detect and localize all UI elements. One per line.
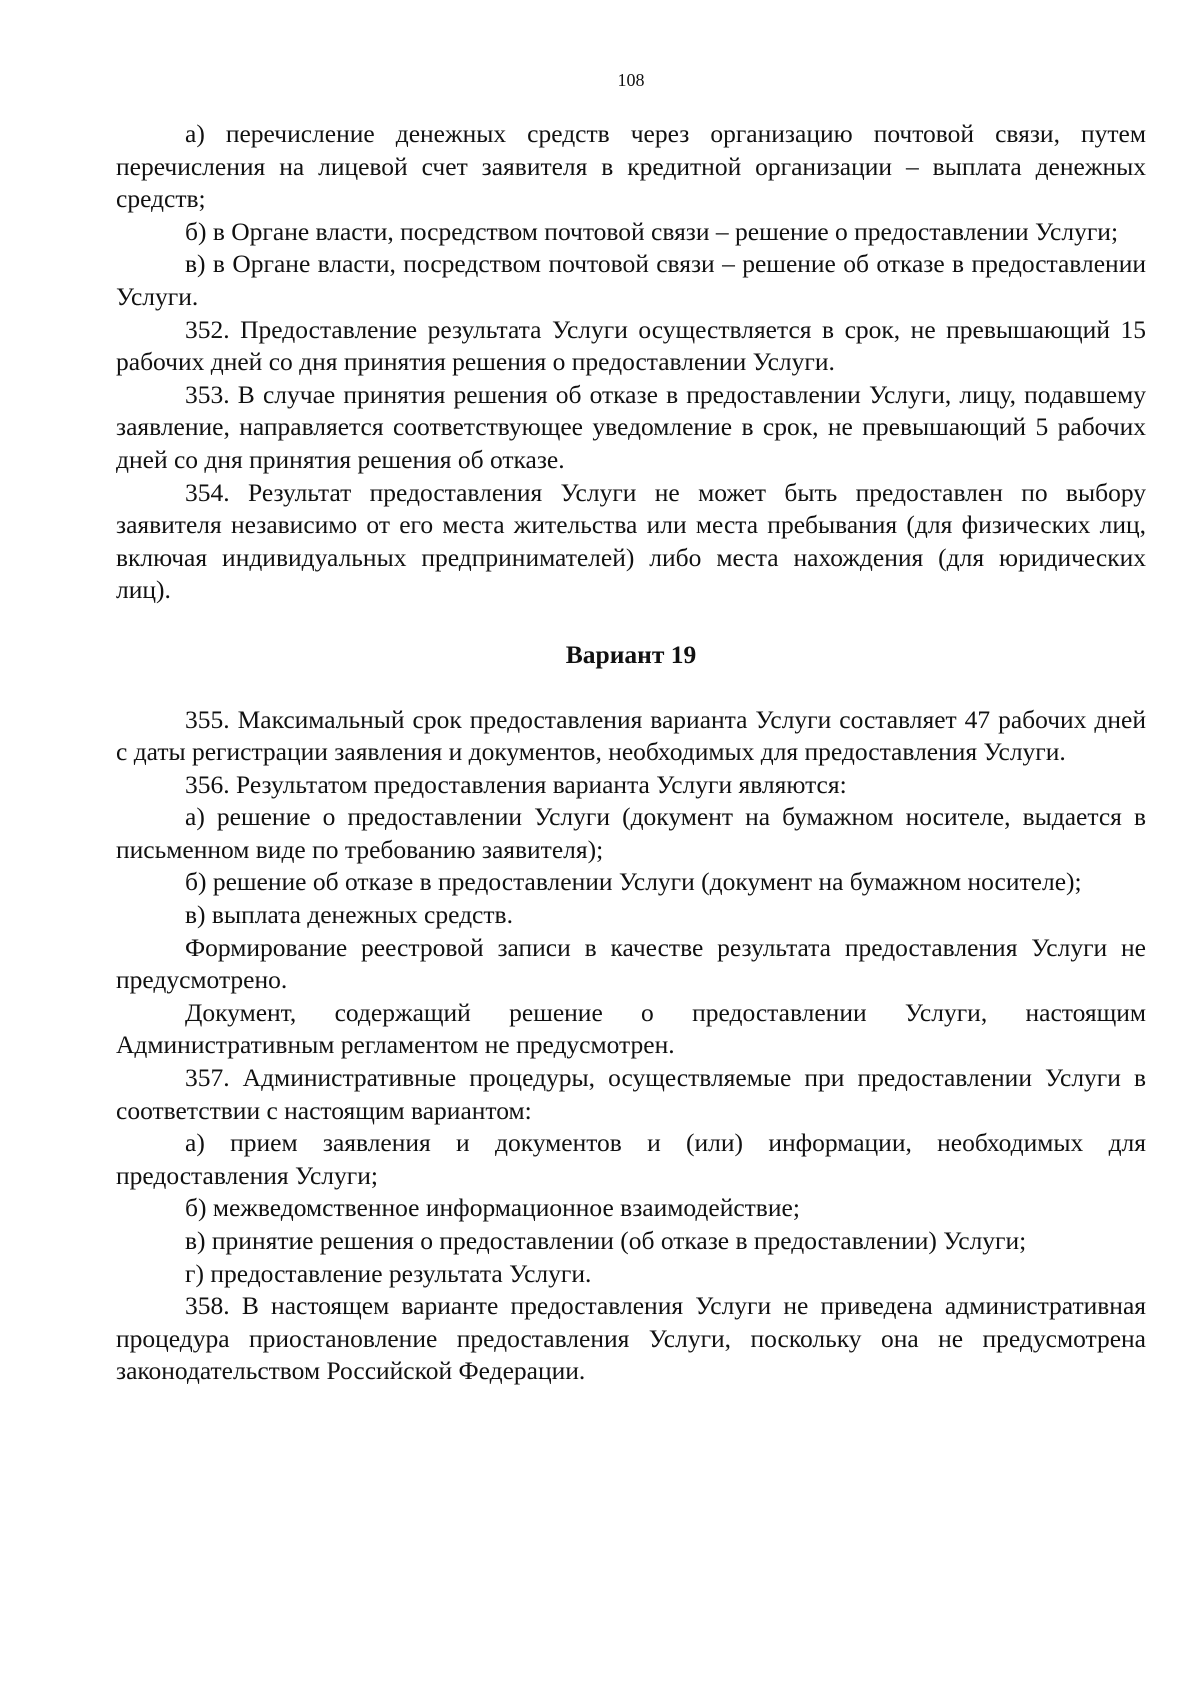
paragraph-357-item-c: в) принятие решения о предоставлении (об отказе в предоставлении) Услуги;: [185, 1226, 1027, 1255]
paragraph-356-item-c: в) выплата денежных средств.: [185, 900, 513, 930]
page-number: 108: [617, 70, 645, 90]
document-body: [116, 118, 1146, 1388]
paragraph-item-a-postal-transfer: а) перечисление денежных средств через организацию почтовой связи, путем перечисления на лицевой счет заявителя в кредитной организации – выплата денежных средств;: [116, 119, 1146, 214]
paragraph-353: 353. В случае принятия решения об отказе в предоставлении Услуги, лицу, подавшему заявление, направляется соответствующее уведомление в срок, не превышающий 5 рабочих дней со дня принятия решения об отказе.: [116, 379, 1146, 474]
paragraph-355: 355. Максимальный срок предоставления варианта Услуги составляет 47 рабочих дней с даты регистрации заявления и документов, необходимых для предоставления Услуги.: [116, 704, 1146, 767]
paragraph-357: 357. Административные процедуры, осуществляемые при предоставлении Услуги в соответствии с настоящим вариантом:: [116, 1063, 1146, 1125]
section-heading-variant-19: Вариант 19: [565, 639, 697, 669]
paragraph-352: 352. Предоставление результата Услуги осуществляется в срок, не превышающий 15 рабочих дней со дня принятия решения о предоставлении Услуги.: [116, 314, 1146, 377]
paragraph-354: 354. Результат предоставления Услуги не может быть предоставлен по выбору заявителя независимо от его места жительства или места пребывания (для физических лиц, включая индивидуальных предпринимателей) либо места нахождения (для юридических лиц).: [116, 477, 1146, 605]
paragraph-357-item-b: б) межведомственное информационное взаимодействие;: [185, 1193, 800, 1223]
paragraph-item-c-decision-refusal: в) в Органе власти, посредством почтовой связи – решение об отказе в предоставлении Услуги.: [116, 249, 1146, 311]
paragraph-356-item-b: б) решение об отказе в предоставлении Услуги (документ на бумажном носителе);: [185, 867, 1082, 897]
paragraph-item-b-decision-grant: б) в Органе власти, посредством почтовой связи – решение о предоставлении Услуги;: [185, 216, 1119, 246]
paragraph-357-item-d: г) предоставление результата Услуги.: [185, 1258, 592, 1288]
paragraph-357-item-a: а) прием заявления и документов и (или) информации, необходимых для предоставления Услуги;: [116, 1128, 1146, 1190]
paragraph-decision-document: Документ, содержащий решение о предоставлении Услуги, настоящим Административным регламентом не предусмотрен.: [116, 997, 1146, 1060]
paragraph-358: 358. В настоящем варианте предоставления Услуги не приведена административная процедура приостановление предоставления Услуги, поскольку она не предусмотрена законодательством Российской Федерации.: [116, 1291, 1146, 1386]
paragraph-registry-record: Формирование реестровой записи в качестве результата предоставления Услуги не предусмотрено.: [116, 932, 1146, 995]
paragraph-356-item-a: а) решение о предоставлении Услуги (документ на бумажном носителе, выдается в письменном виде по требованию заявителя);: [116, 802, 1146, 864]
paragraph-356: 356. Результатом предоставления варианта Услуги являются:: [185, 769, 847, 799]
